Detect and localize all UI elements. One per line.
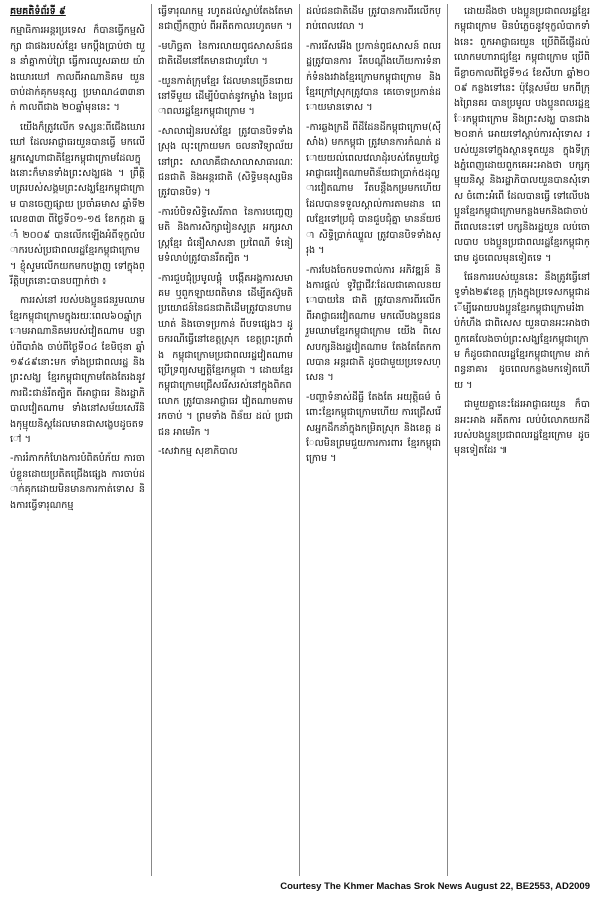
list-item: -យួនកាត់ក្រុមខ្មែរ ដែលមានច្រើនរោយនៅទីមួយ ដើម្បីបំបាត់នូវកម្លាំង នៃប្រជាពលរដ្ឋខ្មែរកម្ពុជាក្រោម ។ xyxy=(158,75,293,118)
paragraph: យើងក៏ត្រូវលើក ទស្សនៈពីជើងឃោរឃៅ ដែលអាជ្ញាធរយួនបានធ្វើ មកលើអ្នកស្នេហាជាតិខ្មែរកម្ពុជាក្រោមដែលក្នុងនោះក៏មានទាំងព្រះសង្ឃផង ។ ព្រឹត្តិបត្ររបស់សង្គមព្រះសង្ឃខ្មែរកម្ពុជាក្រោម បានចេញផ្សាយ ប្រចាំឆមាស ឆ្នាំទី២ លេខ៣៣ ពីថ្ងៃទី០១-១៥ ខែកក្កដា ឆ្នាំ ២០០៩ បានលើកឡើងអំពីទុក្ខលំបាករបស់ប្រជាពលរដ្ឋខ្មែរកម្ពុជាក្រោម ។ ខ្ញុំសូមលើកយកមកបង្ហាញ ទៅក្នុងព្រឹត្តិបត្រនោះបានបញ្ជាក់ថា ៖ xyxy=(10,121,145,287)
column-2 xyxy=(152,4,300,876)
list-item: -ការរំភាកកំហែងការបំពិតបំភ័យ ការចាប់ខ្លួនដោយប្រតិតជ្រើងផ្សេង ការចាប់ដាក់គុកដោយមិនមានការកាត់ទោស និងការធ្វើទារុណកម្ម xyxy=(10,453,145,511)
list-item: -មហិច្ឆតា នៃការលាយពូជសាសន៍ជនជាតិដើមនៅតែមានជាហូរហែ ។ xyxy=(158,40,293,68)
paragraph: ការរស់នៅ របស់បងប្អូនជនរួមឈាមខ្មែរកម្ពុជាក្រោមក្នុងរយៈពេល៦០ឆ្នាំក្រោមអាណានិគមរបស់វៀតណាម បន្ទាប់ពីបារាំង ចាប់ពីថ្ងៃទី០៤ ខែមិថុនា ឆ្នាំ១៩៤៩នោះមក ទាំងប្រជាពលរដ្ឋ និងព្រះសង្ឃ ខ្មែរកម្ពុជាក្រោមតែងតែរងនូវការជិះជាន់រឹតត្បិត ពីអាជ្ញាធរ និងរដ្ឋាភិបាលវៀតណាម ទាំងនៅសម័យសេរីនិងកុម្មុយនិស្តដែលមានជាសង្ខេបដូចតទៅ ។ xyxy=(10,295,145,445)
column-1 xyxy=(4,4,152,876)
paragraph: ជាមួយគ្នានេះដែរអាជ្ញាធរយួន ក៏បានអះអាង អតីតការ លប់បំលោភយកដី របស់បងប្អូនប្រជាពលរដ្ឋខ្មែរក្រោម ដូចមុនទៀតដែរ ៕ xyxy=(454,399,590,457)
list-item: -បញ្ហាទំនាស់ដីធ្លី តែងតែ អយុត្តិធម៌ ចំពោះខ្មែរកម្ពុជាក្រោមហើយ ការជ្រើសរើសអ្នកដឹកនាំក្នុងកម្រិតស្រុក និងខេត្ត ដែលមិនព្រមជួយការការពារ ខ្មែរកម្ពុជាក្រោម ។ xyxy=(306,391,441,465)
list-item: -ការបែងចែកបទពាល់ការ អភិវឌ្ឍន៍ និងការផ្តល់ ទូវិជ្ជាជីវៈដែលជាគោលនយោបាយនៃ ជាតិ ត្រូវបានការពីរលើក ពីអាជ្ញាធរវៀតណាម មកលើបងប្អូនជនរួមឈាមខ្មែរកម្ពុជាក្រោម យើង ពិសេសបក្សនិងរដ្ឋវៀតណាម តែងតែតែកកាលបាន អន្តរជាតិ ដូចជាមួយប្រទេសហ្សេន ។ xyxy=(306,264,441,384)
paragraph: ធ្វើទារុណកម្ម រហូតដល់ស្លាប់តែងតែមានជាញឹកញាប់ ពីអតីតកាលរហូតមក ។ xyxy=(158,6,293,33)
column-3 xyxy=(300,4,448,876)
paragraph: ដោយដឹងថា បងប្អូនប្រជាពលរដ្ឋខ្មែរកម្ពុជាក្រោម មិនបំភ្លេចនូវទុក្ខលំបាកទាំងនេះ ពួកអាជ្ញាធរយួន ប្រើពិធីផ្ញើដល់ លោកមហារាជ្យខ្មែរ កម្ពុជាក្រោម ប្រើពិធីខ្លាចកាលពីថ្ងៃទី១៤ ខែសីហា ឆ្នាំ២០០៩ កន្លងទៅនេះ ប៉ុន្តែសម័យ មកពីក្រុងព្រៃនគរ បានប្រមូល បងប្អូនពលរដ្ឋខ្មែរកម្ពុជាក្រោម និងព្រះសង្ឃ បានជាង២០នាក់ អោយទៅស្តាប់ការសុំទោស របស់យួនទៅក្នុងស្ថានទូតយួន ក្នុងទីក្រុងភ្នំពេញដោយពួកគេអះអាងថា បក្សកុម្មុយនិស្ត និងរដ្ឋាភិបាលយួនបានសុំទោស ចំពោះអំពើ ដែលបានធ្វើ ទៅលើបងប្អូនខ្មែរកម្ពុជាក្រោមកន្លងមកនិងជាចាប់ពីពេលនេះទៅ បក្សនិងរដ្ឋយួន លប់ចោលបាប បងប្អូនប្រជាពលរដ្ឋខ្មែរកម្ពុជាក្រោម ដូចពេលមុនទៀតទេ ។ xyxy=(454,6,590,264)
list-item: -ការបំបិទសិទ្ធិសេរីភាព នៃការបញ្ចេញមតិ និងការសិក្សារៀនសូត្រ អក្សរសាស្ត្រខ្មែរ ជំនឿសាសនា ប្រពៃណី ទំនៀមទំលាប់ត្រូវបានរឹតត្បិត ។ xyxy=(158,206,293,265)
continuation-heading: គមគតិទំព័រទី ៩ xyxy=(10,6,66,17)
source-credit: Courtesy The Khmer Machas Srok News August 22, BE2553, AD2009 xyxy=(280,881,590,892)
list-item: -សេវាកម្ម សុខាភិបាល xyxy=(158,445,238,457)
list-item: -ការជួបជុំប្រមូលផ្តុំ បង្កើតអង្គការសមាគម ឬពួកឡាយពតិមាន ដើម្បីតស៊ូមតិប្រយោជន៍នៃជនជាតិដើមត្រូវបានហាមឃាត់ និងចោទប្រកាន់ ពីបទផ្សេងៗ ដូចករណីធ្វើនៅខេត្តស្រុក ខេត្តព្រះត្រពាំង កម្ពុជាក្រោមប្រជាពលរដ្ឋវៀតណាម ប្រើទ្រព្យសម្បត្តិខ្មែរកម្ពុជា ។ ដោយខ្មែរកម្ពុជាក្រោមជ្រើសរើសរស់នៅក្នុងពិភពលោក ត្រូវបានអាជ្ញាធរ វៀតណាមតាមរកចាប់ ។ ព្រមទាំង ពិន័យ ដល់ ប្រជាជន អាមេរិក ។ xyxy=(158,272,293,438)
article-columns xyxy=(4,4,596,876)
list-item: -ការឆ្លងក្រដី ពីដីដែនដីកម្ពុជាក្រោម(ស៊ីសាំង) មកកម្ពុជា ត្រូវមានការកំណត់ ដោយយល់ពេលវេលាដុំរបស់តែមួយថ្ងៃ អាជ្ញាធរវៀតណាមពិន័យជាប្រាក់៥ដុល្លារវៀតណាម រឹតបន្តឹងកម្រមកហើយ ដែលបានទទួលស្គាល់ការតាមដាន ពេលខ្មែរទៅប្រជុំ បានជួបជុំគ្នា មានន័យថា សិទ្ធិប្រាក់ឈ្នួល ត្រូវបានបិទទាំងស្រុង ។ xyxy=(306,121,441,257)
list-item: -ការរើសអើង ប្រកាន់ពូជសាសន៍ ពលរដ្ឋត្រូវបានការ រឹតបណ្តឹងហើយការទំនាក់ទំនងរវាងខ្មែរក្រោមកម្ពុជាក្រោម និងខ្មែរក្រៅស្រុកត្រូវបាន គេចោទប្រកាន់ដោយមានទោស ។ xyxy=(306,40,441,114)
paragraph: ដល់ជនជាតិដើម ត្រូវបានការពីរលើកប្រាប់ពេលវេលា ។ xyxy=(306,6,441,33)
paragraph: ផែនការរបស់យួននេះ នឹងត្រូវធ្វើនៅទូទាំង២៩ខេត្ត ក្រុងក្នុងប្រទេសកម្ពុជាដើម្បីអោយបងប្អូនខ្មែរកម្ពុជាក្រោមរំងាប់កំហឹង ជាពិសេស យួនបានអះអាងថា ពួកគេលែងចាប់ព្រះសង្ឃខ្មែរកម្ពុជាក្រោម ក៏ដូចជាពលរដ្ឋខ្មែរកម្ពុជាក្រោម ដាក់ពន្ធនាគារ ដូចពេលកន្លងមកទៀតហើយ ។ xyxy=(454,271,590,391)
paragraph: កម្មាធិការអន្តរប្រទេស ក៏បានធ្វើកម្មសិក្សា ជាផងរបស់ខ្មែរ មកប្តឹងប្រាប់ថា យួន នាំគ្នាកាប់ព្រៃ ធ្វើការឈូសឆាយ យ៉ាងឃោរឃៅ កាលពីអាណានិគម យួន ចាប់ដាក់គុកមនុស្ស ប្រមាណ៤៣៣នាក់ កាលពីជាង ២០ឆ្នាំមុននេះ ។ xyxy=(10,25,145,114)
list-item: -សាលារៀនរបស់ខ្មែរ ត្រូវបានបិទទាំងស្រុង លុះក្រោយមក ចលនាវិទ្យាល័យនៅព្រះ សាលាគឺជាសាលាសាធារណៈ ជនជាតិ និងអន្តរជាតិ (សិទ្ធិមនុស្សមិនត្រូវបានបិទ) ។ xyxy=(158,125,293,199)
column-4 xyxy=(448,4,596,876)
